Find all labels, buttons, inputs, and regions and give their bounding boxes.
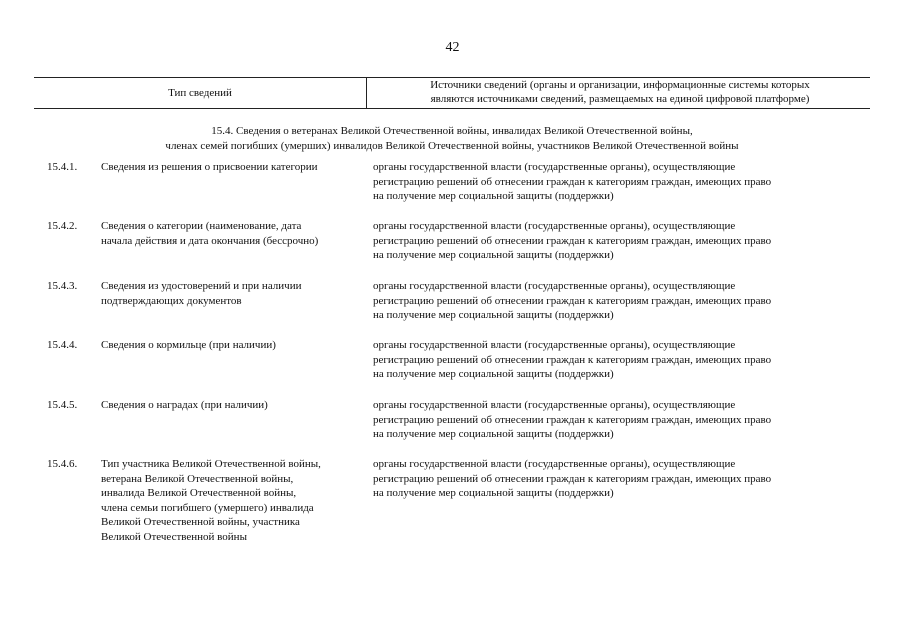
row-source <box>373 457 853 501</box>
row-type <box>101 338 367 353</box>
row-type-line: Великой Отечественной войны <box>101 530 247 543</box>
row-number: 15.4.2. <box>47 220 78 232</box>
row-type <box>101 219 367 248</box>
row-source <box>373 279 853 323</box>
row-source-line: на получение мер социальной защиты (поддержки) <box>373 487 614 499</box>
row-number: 15.4.3. <box>47 280 78 292</box>
row-source-line: органы государственной власти (государственные органы), осуществляющие <box>373 339 736 351</box>
row-type <box>101 279 367 308</box>
row-number: 15.4.5. <box>47 399 78 411</box>
row-source-line: органы государственной власти (государственные органы), осуществляющие <box>373 161 736 173</box>
row-source-line: на получение мер социальной защиты (поддержки) <box>373 428 614 440</box>
row-type-line: Сведения о кормильце (при наличии) <box>101 339 276 351</box>
row-source-line: регистрацию решений об отнесении граждан к категориям граждан, имеющих право <box>373 472 772 485</box>
row-source-line: регистрацию решений об отнесении граждан к категориям граждан, имеющих право <box>373 294 772 307</box>
page-number: 42 <box>445 40 460 55</box>
header-source-column <box>370 79 870 106</box>
row-type-line: Сведения из решения о присвоении категории <box>101 161 318 173</box>
row-source-line: на получение мер социальной защиты (поддержки) <box>373 309 614 321</box>
row-number: 15.4.4. <box>47 339 78 351</box>
row-type-line: Сведения о наградах (при наличии) <box>101 399 268 411</box>
row-type <box>101 160 367 175</box>
row-type-line: Сведения из удостоверений и при наличии <box>101 280 302 292</box>
row-number: 15.4.1. <box>47 161 78 173</box>
row-source <box>373 219 853 263</box>
row-type-line: члена семьи погибшего (умершего) инвалида <box>101 501 314 514</box>
row-source-line: регистрацию решений об отнесении граждан к категориям граждан, имеющих право <box>373 413 772 426</box>
header-divider <box>366 78 367 108</box>
row-source <box>373 338 853 382</box>
table-header <box>34 77 870 109</box>
row-source-line: регистрацию решений об отнесении граждан к категориям граждан, имеющих право <box>373 353 772 366</box>
row-type-line: Тип участника Великой Отечественной войны, <box>101 458 321 470</box>
row-type <box>101 398 367 413</box>
header-type-column <box>34 78 366 108</box>
row-type-line: начала действия и дата окончания (бессрочно) <box>101 234 319 247</box>
row-type-line: ветерана Великой Отечественной войны, <box>101 472 294 485</box>
header-source-line: являются источниками сведений, размещаемых на единой цифровой платформе) <box>430 92 810 105</box>
row-type-line: инвалида Великой Отечественной войны, <box>101 487 297 499</box>
row-source <box>373 160 853 204</box>
row-source <box>373 398 853 442</box>
row-source-line: на получение мер социальной защиты (поддержки) <box>373 249 614 261</box>
row-source-line: органы государственной власти (государственные органы), осуществляющие <box>373 458 736 470</box>
row-number: 15.4.6. <box>47 458 78 470</box>
row-source-line: органы государственной власти (государственные органы), осуществляющие <box>373 399 736 411</box>
section-title-line: 15.4. Сведения о ветеранах Великой Отечественной войны, инвалидах Великой Отечественной войны, <box>211 125 693 137</box>
header-type-label: Тип сведений <box>168 87 232 99</box>
row-type <box>101 457 367 544</box>
row-source-line: регистрацию решений об отнесении граждан к категориям граждан, имеющих право <box>373 234 772 247</box>
row-type-line: Сведения о категории (наименование, дата <box>101 220 302 232</box>
section-title <box>34 124 870 153</box>
row-source-line: регистрацию решений об отнесении граждан к категориям граждан, имеющих право <box>373 175 772 188</box>
row-type-line: подтверждающих документов <box>101 294 242 307</box>
section-title-line: членах семей погибших (умерших) инвалидов Великой Отечественной войны, участников Великой Отечественной войны <box>165 139 739 152</box>
row-source-line: органы государственной власти (государственные органы), осуществляющие <box>373 220 736 232</box>
row-source-line: на получение мер социальной защиты (поддержки) <box>373 368 614 380</box>
row-source-line: органы государственной власти (государственные органы), осуществляющие <box>373 280 736 292</box>
row-type-line: Великой Отечественной войны, участника <box>101 516 300 528</box>
header-source-line: Источники сведений (органы и организации, информационные системы которых <box>430 79 810 91</box>
row-source-line: на получение мер социальной защиты (поддержки) <box>373 190 614 202</box>
